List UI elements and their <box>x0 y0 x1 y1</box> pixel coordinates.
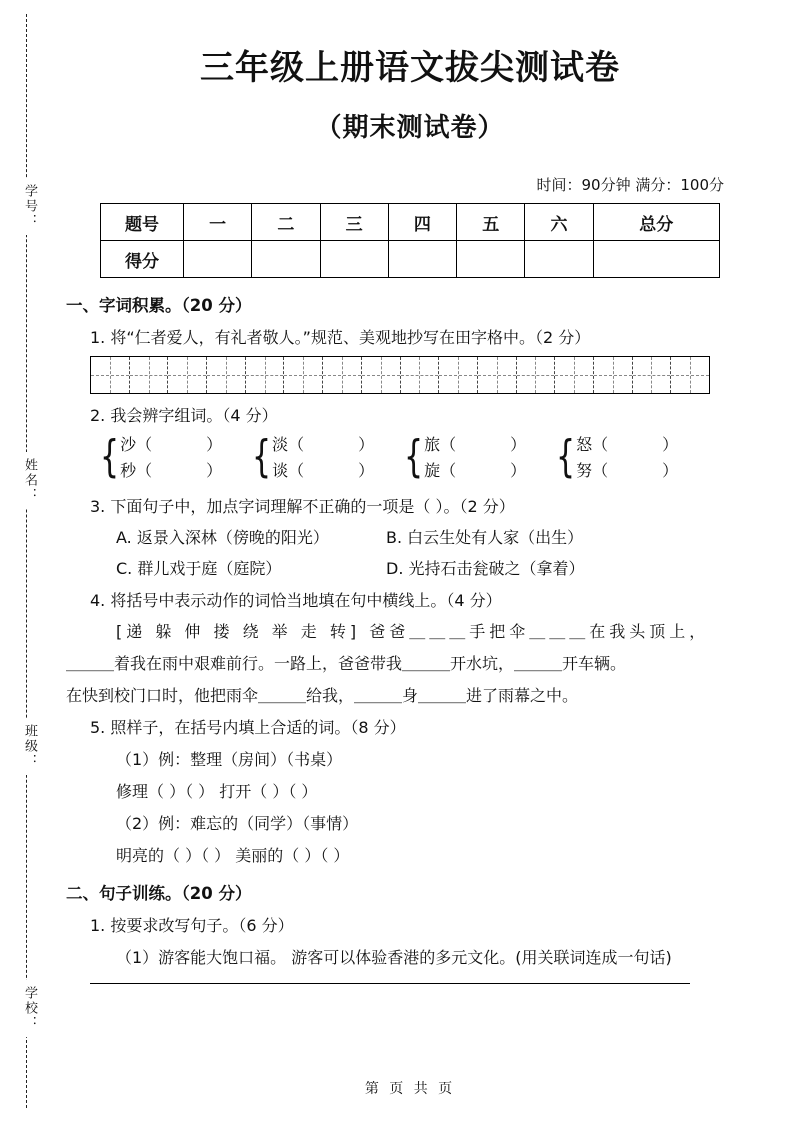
question-number: 2. <box>90 406 106 425</box>
section-2-points: （20 分） <box>181 883 252 903</box>
table-row <box>101 204 720 241</box>
score-table-col-5: 五 <box>457 204 525 241</box>
word-pair-group <box>100 432 252 485</box>
score-table-col-1: 一 <box>184 204 252 241</box>
tianzige-cell[interactable] <box>362 357 401 393</box>
question-1-2 <box>90 403 760 426</box>
tianzige-cell[interactable] <box>323 357 362 393</box>
question-1-1 <box>90 325 760 348</box>
score-cell-5[interactable] <box>457 241 525 278</box>
score-table-col-6: 六 <box>525 204 593 241</box>
page-title: 三年级上册语文拔尖测试卷 <box>200 48 620 88</box>
question-number: 1. <box>90 915 106 935</box>
section-1-points: （20 分） <box>181 296 252 315</box>
choice-row-1 <box>116 525 760 548</box>
question-number: 3. <box>90 496 106 516</box>
choice-option-c[interactable]: C. 群儿戏于庭（庭院） <box>116 558 282 578</box>
tianzige-cell[interactable] <box>168 357 207 393</box>
tianzige-cell[interactable] <box>594 357 633 393</box>
brace-icon: { <box>556 432 576 484</box>
tianzige-cell[interactable] <box>246 357 285 393</box>
choice-option-b[interactable]: B. 白云生处有人家（出生） <box>386 527 584 547</box>
score-cell-2[interactable] <box>252 241 320 278</box>
question-number: 4. <box>90 590 106 610</box>
question-1-5 <box>90 715 760 738</box>
tianzige-cell[interactable] <box>284 357 323 393</box>
score-table-col-2: 二 <box>252 204 320 241</box>
score-cell-3[interactable] <box>320 241 388 278</box>
word-pair-top[interactable]: 怒（ ） <box>576 435 679 454</box>
question-1-5-example-1: （1）例：整理（房间）（书桌） <box>116 749 343 769</box>
score-table <box>100 203 720 278</box>
tianzige-cell[interactable] <box>517 357 556 393</box>
fill-sentence-3[interactable]: 在快到校门口时，他把雨伞＿＿＿给我，＿＿＿身＿＿＿进了雨幕之中。 <box>66 685 579 705</box>
brace-icon: { <box>404 432 424 484</box>
word-pair-bottom[interactable]: 秒（ ） <box>120 461 223 481</box>
section-2-title: 二、句子训练。 <box>66 883 182 903</box>
section-1-title: 一、字词积累。 <box>66 296 182 315</box>
tianzige-cell[interactable] <box>633 357 672 393</box>
field-school: 学校： <box>14 980 40 1037</box>
section-heading-2 <box>66 880 760 904</box>
score-cell-6[interactable] <box>525 241 593 278</box>
table-row <box>101 241 720 278</box>
score-table-row-label: 得分 <box>101 241 184 278</box>
score-cell-total[interactable] <box>593 241 719 278</box>
tianzige-cell[interactable] <box>130 357 169 393</box>
question-number: 1. <box>90 328 106 347</box>
question-1-4 <box>90 588 760 611</box>
exam-meta: 时间：90分钟 满分：100分 <box>536 176 724 194</box>
page-subtitle: （期末测试卷） <box>315 113 505 143</box>
question-1-5-example-2: （2）例：难忘的（同学）（事情） <box>116 813 359 833</box>
question-2-1 <box>90 913 760 936</box>
word-pair-bottom[interactable]: 努（ ） <box>576 461 679 481</box>
tianzige-cell[interactable] <box>555 357 594 393</box>
tianzige-cell[interactable] <box>91 357 130 393</box>
question-1-3 <box>90 494 760 517</box>
tianzige-cell[interactable] <box>671 357 709 393</box>
question-text: 我会辨字组词。（4 分） <box>110 406 278 425</box>
word-pair-group <box>556 432 708 485</box>
question-text: 将括号中表示动作的词恰当地填在句中横线上。（4 分） <box>110 590 502 610</box>
fill-sentence-2[interactable]: ＿＿＿着我在雨中艰难前行。一路上，爸爸带我＿＿＿开水坑，＿＿＿开车辆。 <box>66 653 627 673</box>
word-pair-group <box>252 432 404 485</box>
question-text: 将“仁者爱人，有礼者敬人。”规范、美观地抄写在田字格中。（2 分） <box>110 328 591 347</box>
verb-bank <box>116 619 760 642</box>
brace-icon: { <box>252 432 272 484</box>
field-class: 班级： <box>14 718 40 775</box>
tianzige-grid[interactable] <box>90 356 710 394</box>
score-cell-1[interactable] <box>184 241 252 278</box>
word-pair-group <box>404 432 556 485</box>
word-pair-top[interactable]: 沙（ ） <box>120 435 223 454</box>
score-table-col-total: 总分 <box>593 204 719 241</box>
word-pair-top[interactable]: 旅（ ） <box>424 435 527 454</box>
fill-sentence-1[interactable]: 爸爸＿＿＿手把伞＿＿＿在我头顶上， <box>369 621 710 641</box>
question-1-5-blank-2[interactable]: 明亮的（ ）（ ） 美丽的（ ）（ ） <box>116 845 350 865</box>
section-heading-1 <box>66 292 760 316</box>
field-student-number: 学号： <box>14 178 40 235</box>
choice-option-d[interactable]: D. 光持石击瓮破之（拿着） <box>386 558 585 578</box>
word-pair-bottom[interactable]: 谈（ ） <box>272 461 375 481</box>
verb-bank-text: [递 躲 伸 搂 绕 举 走 转] <box>116 621 361 641</box>
question-number: 5. <box>90 717 106 737</box>
brace-icon: { <box>100 432 120 484</box>
score-table-col-3: 三 <box>320 204 388 241</box>
tianzige-cell[interactable] <box>439 357 478 393</box>
binding-margin <box>0 0 52 1122</box>
choice-row-2 <box>116 556 760 579</box>
score-table-row-label: 题号 <box>101 204 184 241</box>
word-pair-bottom[interactable]: 旋（ ） <box>424 461 527 481</box>
question-text: 按要求改写句子。（6 分） <box>110 915 294 935</box>
tianzige-cell[interactable] <box>401 357 440 393</box>
score-cell-4[interactable] <box>388 241 456 278</box>
question-1-5-blank-1[interactable]: 修理（ ）（ ） 打开（ ）（ ） <box>116 781 318 801</box>
tianzige-cell[interactable] <box>478 357 517 393</box>
exam-page <box>60 0 760 1122</box>
question-text: 下面句子中，加点字词理解不正确的一项是（ ）。（2 分） <box>110 496 515 516</box>
question-text: 照样子，在括号内填上合适的词。（8 分） <box>110 717 406 737</box>
answer-line[interactable] <box>90 982 690 984</box>
score-table-col-4: 四 <box>388 204 456 241</box>
word-pair-top[interactable]: 淡（ ） <box>272 435 375 454</box>
page-footer: 第 页 共 页 <box>364 1081 456 1097</box>
choice-option-a[interactable]: A. 返景入深林（傍晚的阳光） <box>116 527 329 547</box>
field-student-name: 姓名： <box>14 452 40 509</box>
question-2-1-sub-1: （1）游客能大饱口福。 游客可以体验香港的多元文化。(用关联词连成一句话) <box>116 947 672 967</box>
word-pair-groups <box>100 432 760 485</box>
tianzige-cell[interactable] <box>207 357 246 393</box>
